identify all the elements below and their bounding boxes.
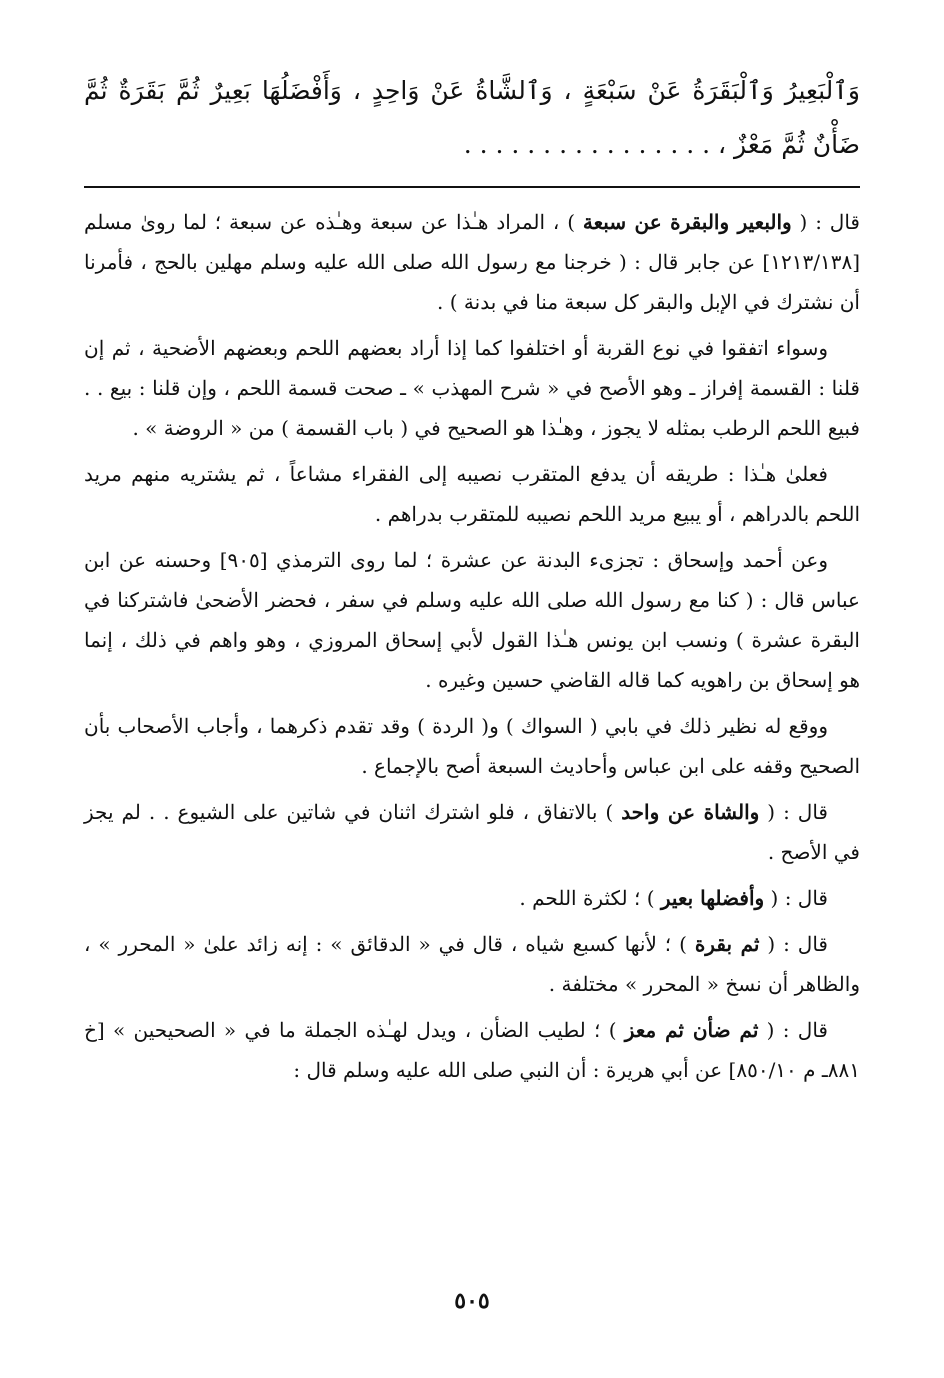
commentary-paragraph-2: وسواء اتفقوا في نوع القربة أو اختلفوا كما إذا أراد بعضهم اللحم وبعضهم الأضحية ، ثم إن قلنا : القسمة إفراز ـ وهو الأصح في « شرح المهذب » ـ صحت قسمة اللحم ، وإن قلنا : بيع . . فبيع اللحم الرطب بمثله لا يجوز ، وهـٰذا هو الصحيح في ( باب القسمة ) من « الروضة » .	[84, 336, 860, 440]
quoted-matn: والشاة عن واحد	[621, 800, 760, 824]
matn-dots: . . . . . . . . . . . . . . . .	[463, 130, 711, 159]
commentary-paragraph-4: وعن أحمد وإسحاق : تجزىء البدنة عن عشرة ؛ لما روى الترمذي [٩٠٥] وحسنه عن ابن عباس قال : ( كنا مع رسول الله صلى الله عليه وسلم في سفر ، فحضر الأضحىٰ فاشتركنا في البقرة عشرة ) ونسب ابن يونس هـٰذا القول لأبي إسحاق المروزي ، وهو واهم في ذلك ، إنما هو إسحاق بن راهويه كما قاله القاضي حسين وغيره .	[84, 548, 860, 692]
quoted-matn: ثم ضأن ثم معز	[624, 1018, 759, 1042]
commentary-paragraph-1: قال : ( والبعير والبقرة عن سبعة ) ، المراد هـٰذا عن سبعة وهـٰذه عن سبعة ؛ لما روىٰ مسلم [١٢١٣/١٣٨] عن جابر قال : ( خرجنا مع رسول الله صلى الله عليه وسلم مهلين بالحج ، فأمرنا أن نشترك في الإبل والبقر كل سبعة منا في بدنة ) .	[84, 210, 860, 314]
commentary-paragraph-7: قال : ( وأفضلها بعير ) ؛ لكثرة اللحم .	[519, 886, 828, 910]
commentary-paragraph-6: قال : ( والشاة عن واحد ) بالاتفاق ، فلو اشترك اثنان في شاتين على الشيوع . . لم يجز في الأصح .	[84, 800, 860, 864]
commentary-paragraph-3: فعلىٰ هـٰذا : طريقه أن يدفع المتقرب نصيبه إلى الفقراء مشاعاً ، ثم يشتريه منهم مريد اللحم بالدراهم ، أو يبيع مريد اللحم نصيبه للمتقرب بدراهم .	[84, 462, 860, 526]
commentary-paragraph-8: قال : ( ثم بقرة ) ؛ لأنها كسبع شياه ، قال في « الدقائق » : إنه زائد علىٰ « المحرر » ، والظاهر أن نسخ « المحرر » مختلفة .	[84, 932, 860, 996]
quoted-matn: والبعير والبقرة عن سبعة	[582, 210, 792, 234]
matn-paragraph	[84, 64, 860, 172]
page-number: ٥٠٥	[454, 1288, 490, 1314]
book-page	[84, 0, 860, 1378]
commentary-block	[84, 202, 860, 1096]
quoted-matn: وأفضلها بعير	[660, 886, 765, 910]
commentary-paragraph-9: قال : ( ثم ضأن ثم معز ) ؛ لطيب الضأن ، ويدل لهـٰذه الجملة ما في « الصحيحين » [خ ٨٨١ـ م ٨٥٠/١٠] عن أبي هريرة : أن النبي صلى الله عليه وسلم قال :	[84, 1018, 860, 1082]
matn-text-block	[84, 64, 860, 172]
quoted-matn: ثم بقرة	[694, 932, 760, 956]
footnote-divider	[84, 186, 860, 188]
matn-line: وَٱلْبَعِيرُ وَٱلْبَقَرَةُ عَنْ سَبْعَةٍ ، وَٱلشَّاةُ عَنْ وَاحِدٍ ، وَأَفْضَلُهَا بَعِيرٌ ثُمَّ بَقَرَةٌ ثُمَّ ضَأْنٌ ثُمَّ مَعْزٌ ،	[84, 76, 860, 159]
commentary-paragraph-5: ووقع له نظير ذلك في بابي ( السواك ) و( الردة ) وقد تقدم ذكرهما ، وأجاب الأصحاب بأن الصحيح وقفه على ابن عباس وأحاديث السبعة أصح بالإجماع .	[84, 714, 860, 778]
